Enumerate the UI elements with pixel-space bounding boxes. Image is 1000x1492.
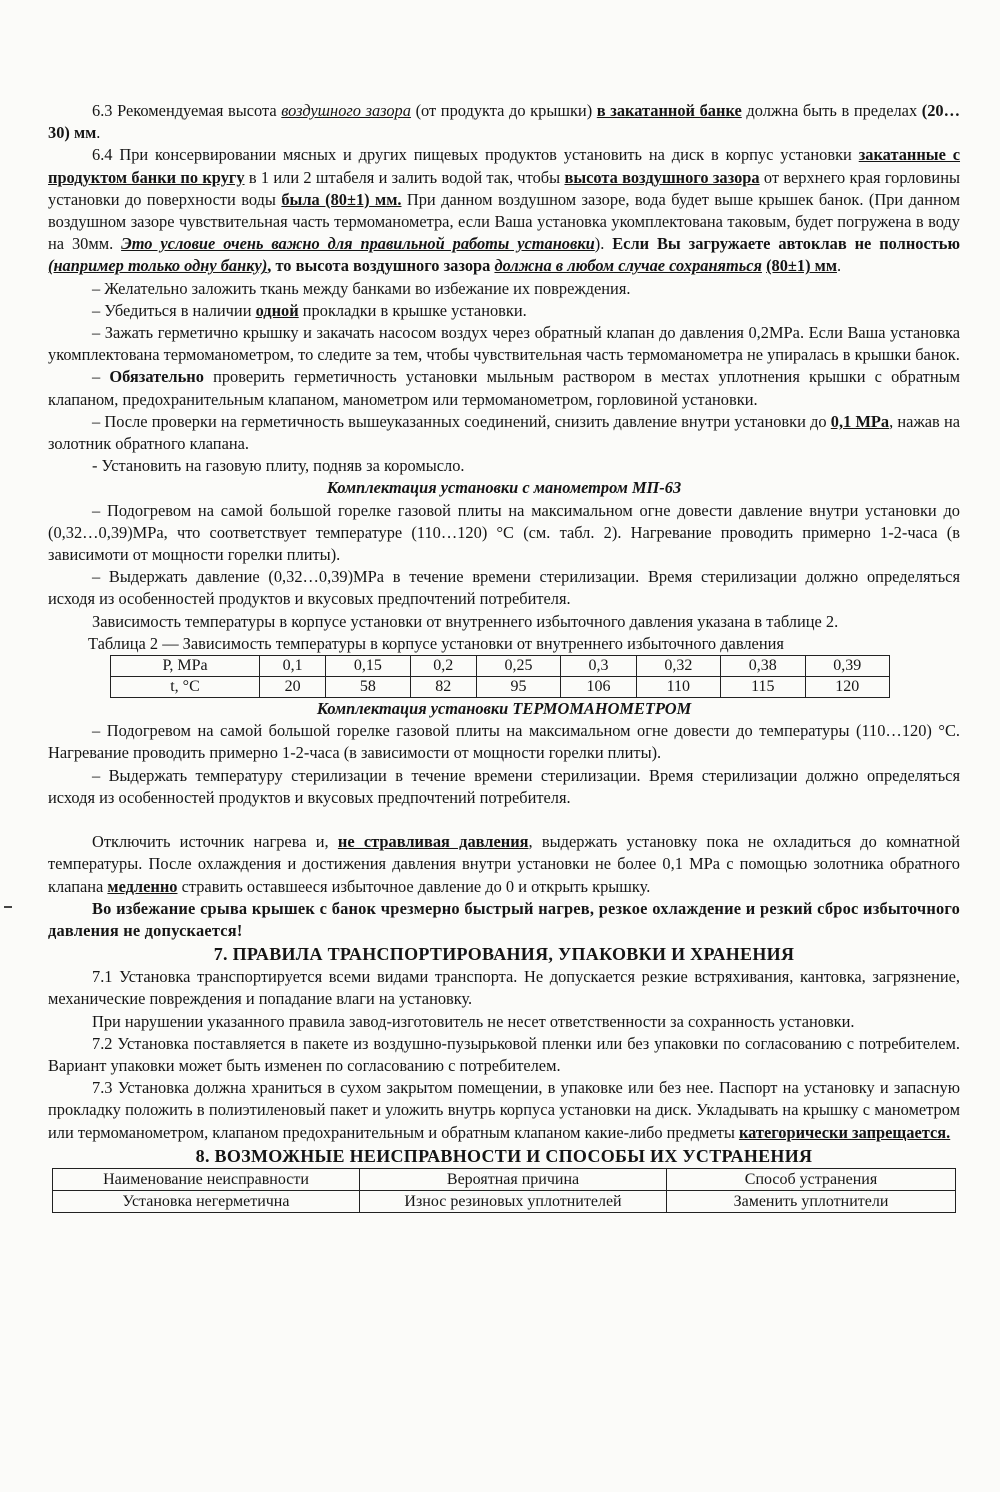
paragraph-7-1: 7.1 Установка транспортируется всеми видами транспорта. Не допускается резкие встряхивания, кантовка, загрязнение, механические повреждения и попадание влаги на установку. — [48, 967, 960, 1009]
manometer-heating: – Подогревом на самой большой горелке газовой плиты на максимальном огне довести давление внутри установки до (0,32…0,39)МРа, что соответствует температуре (110…120) °С (см. табл. 2). Нагревание проводить примерно 1-2-часа (в зависимоти от мощности горелки плиты). — [48, 500, 960, 565]
table-cell: 0,1 — [260, 656, 326, 677]
paragraph-6-3: 6.3 Рекомендуемая высота воздушного зазора (от продукта до крышки) в закатанной банке должна быть в пределах (20…30) мм. — [48, 101, 961, 143]
table-row-pressure — [111, 656, 890, 677]
table-cell: Установка негерметична — [53, 1190, 360, 1212]
table-header-row — [53, 1168, 956, 1190]
table-cell: t, °C — [111, 677, 260, 698]
table-cell: 0,39 — [805, 656, 890, 677]
table-cell: 0,25 — [476, 656, 560, 677]
table-2-caption: Таблица 2 — Зависимость температуры в корпусе установки от внутреннего избыточного давления — [88, 633, 784, 653]
table-row — [53, 1190, 956, 1212]
warning-paragraph: Во избежание срыва крышек с банок чрезмерно быстрый нагрев, резкое охлаждение и резкий сброс избыточного давления не допускается! — [48, 898, 960, 940]
table-cell: 95 — [476, 677, 560, 698]
table-header-cell: Вероятная причина — [360, 1168, 667, 1190]
table-cell: Заменить уплотнители — [667, 1190, 956, 1212]
subtitle-thermomanometer: Комплектация установки ТЕРМОМАНОМЕТРОМ — [316, 699, 692, 719]
subtitle-manometer: Комплектация установки с манометром МП-63 — [326, 478, 682, 498]
table-cell: 0,32 — [636, 656, 720, 677]
document-page — [48, 100, 960, 1213]
table-cell: Износ резиновых уплотнителей — [360, 1190, 667, 1212]
faults-table — [52, 1168, 956, 1213]
table-cell: 106 — [561, 677, 636, 698]
cooling-paragraph: Отключить источник нагрева и, не стравливая давления, выдержать установку пока не охладиться до комнатной температуры. После охлаждения и достижения давления внутри установки не более 0,1 МРа с помощью золотника обратного клапана медленно стравить оставшееся избыточное давление до 0 и открыть крышку. — [48, 832, 961, 896]
table-cell: 110 — [636, 677, 720, 698]
paragraph-7-3: 7.3 Установка должна храниться в сухом закрытом помещении, в упаковке или без нее. Паспорт на установку и запасную прокладку положить в полиэтиленовый пакет и уложить внутрь корпуса установки на диск. Укладывать на крышку с манометром или термоманометром, клапаном предохранительным и обратным клапаном какие-либо предметы категорически запрещается. — [48, 1078, 960, 1142]
table-cell: 115 — [721, 677, 805, 698]
table-cell: 58 — [326, 677, 410, 698]
bullet-place-on-stove: - Установить на газовую плиту, подняв за коромысло. — [92, 456, 465, 476]
table-cell: 82 — [410, 677, 476, 698]
manometer-dependency: Зависимость температуры в корпусе установки от внутреннего избыточного давления указана в таблице 2. — [92, 611, 839, 631]
table-cell: 0,15 — [326, 656, 410, 677]
paragraph-6-4: 6.4 При консервировании мясных и других пищевых продуктов установить на диск в корпус установки закатанные с продуктом банки по кругу в 1 или 2 штабеля и залить водой так, чтобы высота воздушного зазора от верхнего края горловины установки до поверхности воды была (80±1) мм. При данном воздушном зазоре, вода будет выше крышек банок. (При данном воздушном зазоре чувствительная часть термоманометра, если Ваша установка укомплектована таковым, будет погружена в воду на 30мм. Это условие очень важно для правильной работы установки). Если Вы загружаете автоклав не полностью (например только одну банку), то высота воздушного зазора должна в любом случае сохраняться (80±1) мм. — [48, 145, 961, 276]
manometer-hold: – Выдержать давление (0,32…0,39)МРа в течение времени стерилизации. Время стерилизации должно определяться исходя из особенностей продуктов и вкусовых предпочтений потребителя. — [48, 567, 960, 609]
scan-edge-mark — [4, 906, 12, 908]
bullet-clamp-lid: – Зажать герметично крышку и закачать насосом воздух через обратный клапан до давления 0,2МРа. Если Ваша установка укомплектована термоманометром, то следите за тем, чтобы чувствительная часть термоманометра не упиралась в крышки банок. — [48, 323, 960, 365]
paragraph-7-2: 7.2 Установка поставляется в пакете из воздушно-пузырьковой пленки или без упаковки по согласованию с потребителем. Вариант упаковки может быть изменен по согласованию с потребителем. — [48, 1033, 960, 1075]
bullet-leak-check: – Обязательно проверить герметичность установки мыльным раствором в местах уплотнения крышки с обратным клапаном, предохранительным клапаном, манометром или термоманометром, горловиной установки. — [48, 367, 960, 409]
thermo-heating: – Подогревом на самой большой горелке газовой плиты на максимальном огне довести до температуры (110…120) °С. Нагревание проводить примерно 1-2-часа (в зависимости от мощности горелки плиты). — [48, 721, 960, 763]
section-8-title: 8. ВОЗМОЖНЫЕ НЕИСПРАВНОСТИ И СПОСОБЫ ИХ УСТРАНЕНИЯ — [195, 1145, 813, 1166]
section-7-title: 7. ПРАВИЛА ТРАНСПОРТИРОВАНИЯ, УПАКОВКИ И ХРАНЕНИЯ — [213, 944, 795, 965]
bullet-fabric: – Желательно заложить ткань между банками во избежание их повреждения. — [92, 278, 631, 298]
paragraph-7-1-liability: При нарушении указанного правила завод-изготовитель не несет ответственности за сохранность установки. — [92, 1011, 855, 1031]
table-header-cell: Способ устранения — [667, 1168, 956, 1190]
table-row-temperature — [111, 677, 890, 698]
thermo-hold: – Выдержать температуру стерилизации в течение времени стерилизации. Время стерилизации должно определяться исходя из особенностей продуктов и вкусовых предпочтений потребителя. — [48, 765, 960, 807]
table-cell: 0,3 — [561, 656, 636, 677]
table-cell: 20 — [260, 677, 326, 698]
table-cell: 120 — [805, 677, 890, 698]
table-header-cell: Наименование неисправности — [53, 1168, 360, 1190]
spacer — [48, 809, 960, 831]
table-cell: 0,38 — [721, 656, 805, 677]
table-cell: Р, МРа — [111, 656, 260, 677]
table-cell: 0,2 — [410, 656, 476, 677]
table-2 — [110, 655, 890, 698]
bullet-reduce-pressure: – После проверки на герметичность вышеуказанных соединений, снизить давление внутри установки до 0,1 МРа, нажав на золотник обратного клапана. — [48, 411, 960, 454]
bullet-gasket: – Убедиться в наличии одной прокладки в крышке установки. — [92, 300, 527, 320]
